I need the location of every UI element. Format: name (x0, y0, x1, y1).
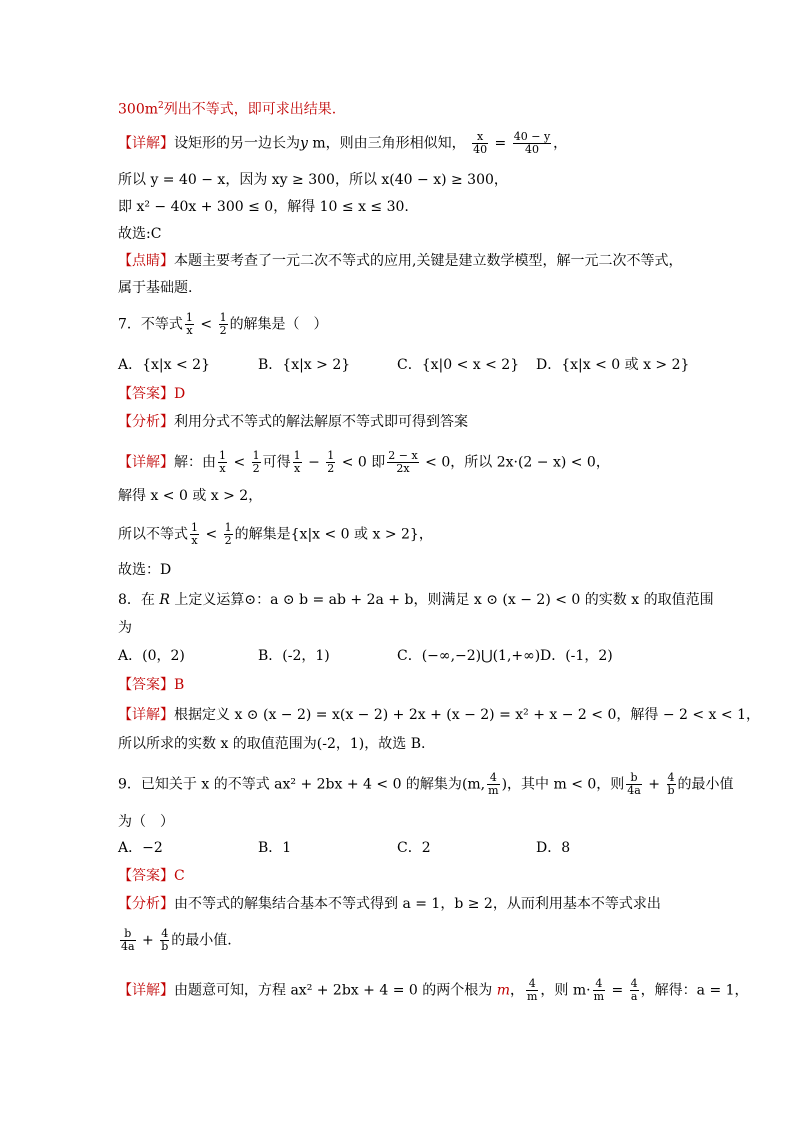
text: m，则由三角形相似知， (307, 135, 466, 152)
denominator: x (191, 534, 198, 547)
text: 利用分式不等式的解法解原不等式即可得到答案 (174, 414, 468, 430)
fraction (326, 450, 335, 475)
answer-value: B (174, 677, 185, 693)
fraction (160, 928, 169, 953)
text: 设矩形的另一边长为 (174, 135, 300, 152)
option-c: C．(−∞,−2)⋃(1,+∞) (397, 648, 541, 664)
analysis-tag: 【分析】 (118, 896, 174, 912)
fraction (190, 522, 199, 547)
denominator: 2x (396, 462, 410, 475)
denominator: m (593, 990, 605, 1003)
text: 9．已知关于 x 的不等式 ax² + 2bx + 4 < 0 的解集为 (118, 776, 462, 793)
text: = (607, 982, 628, 999)
numerator: 4 (487, 772, 499, 785)
fraction (667, 772, 676, 797)
detail-tag: 【详解】 (118, 454, 174, 471)
comment-tag: 【点睛】 (118, 253, 174, 269)
question-9 (118, 772, 734, 797)
answer-8 (118, 675, 184, 695)
question-7 (118, 312, 328, 337)
option-b: B．{x|x > 2} (258, 357, 351, 373)
answer-9 (118, 866, 185, 886)
line-4: 故选:C (118, 226, 162, 242)
answer-tag: 【答案】 (118, 386, 174, 402)
text: 8．在 (118, 592, 160, 608)
superscript: 2 (158, 101, 164, 111)
question-8-line-2: 为 (118, 620, 132, 636)
text: + (137, 932, 159, 949)
numerator: b (120, 928, 136, 941)
text: ) (501, 776, 508, 793)
analysis-7 (118, 412, 468, 432)
detail-8 (118, 705, 760, 725)
fraction (626, 772, 642, 797)
denominator: 2 (327, 462, 335, 475)
detail-7-line-3 (118, 522, 433, 547)
detail-tag: 【详解】 (118, 982, 174, 999)
text: 由不等式的解集结合基本不等式得到 a = 1，b ≥ 2，从而利用基本不等式求出 (174, 896, 661, 912)
text: − (303, 454, 325, 471)
text: < 0 即 (337, 454, 386, 471)
fraction (593, 978, 605, 1003)
fraction (630, 978, 639, 1003)
analysis-tag: 【分析】 (118, 414, 174, 430)
denominator: x (219, 462, 226, 475)
var: m (496, 982, 510, 999)
line-3: 即 x² − 40x + 300 ≤ 0，解得 10 ≤ x ≤ 30. (118, 199, 409, 215)
text: < (201, 526, 222, 543)
numerator: 4 (667, 771, 675, 784)
denominator: a (630, 990, 638, 1003)
option-c: C．{x|0 < x < 2} (397, 357, 520, 373)
fraction (219, 312, 228, 337)
option-d: D．(-1，2) (540, 648, 613, 664)
text: 所以不等式 (118, 526, 188, 543)
numerator: 1 (185, 311, 193, 324)
numerator: 1 (252, 449, 260, 462)
fraction (293, 450, 302, 475)
text: 的最小值 (677, 776, 734, 793)
line-detail-6 (118, 131, 567, 156)
detail-7-line-2: 解得 x < 0 或 x > 2， (118, 488, 263, 504)
numerator: 40 − y (513, 130, 551, 143)
denominator: b (161, 940, 169, 953)
question-8 (118, 590, 714, 610)
text: 上定义运算⊙： (169, 592, 271, 608)
text: < 0，所以 2x·(2 − x) < 0， (420, 454, 610, 471)
text: = (490, 135, 511, 152)
numerator: 1 (293, 449, 301, 462)
text: 的解集是{x|x < 0 或 x > 2}， (234, 526, 433, 543)
fraction (387, 450, 418, 475)
answer-value: D (174, 386, 186, 402)
denominator: 2 (252, 462, 260, 475)
answer-7 (118, 384, 185, 404)
denominator: 4a (627, 784, 641, 797)
text: ， (553, 135, 568, 152)
detail-9 (118, 978, 749, 1003)
numerator: x (472, 131, 488, 144)
text: ，其中 m < 0，则 (507, 776, 625, 793)
text: ， (509, 982, 524, 999)
text: 本题主要考查了一元二次不等式的应用,关键是建立数学模型，解一元二次不等式， (174, 253, 683, 269)
line-2: 所以 y = 40 − x，因为 xy ≥ 300，所以 x(40 − x) ≥ 300， (118, 172, 508, 188)
text: 7．不等式 (118, 316, 183, 333)
text: + (643, 776, 665, 793)
text: 的最小值. (171, 932, 232, 949)
denominator: 2 (224, 534, 232, 547)
text: ，解得：a = 1， (640, 982, 749, 999)
fraction (526, 978, 538, 1003)
option-b: B．1 (258, 840, 292, 856)
option-d: D．8 (536, 840, 571, 856)
text: < (229, 454, 250, 471)
numerator: 1 (219, 311, 227, 324)
denominator: m (488, 784, 499, 797)
fraction (185, 312, 194, 337)
denominator: x (294, 462, 301, 475)
numerator: 4 (593, 978, 605, 991)
question-9-line-2: 为（ ） (118, 814, 174, 830)
numerator: 1 (327, 449, 335, 462)
answer-value: C (174, 868, 185, 884)
numerator: 2 − x (388, 449, 418, 462)
fraction (487, 772, 499, 797)
option-a: A．−2 (118, 840, 163, 856)
line-0 (118, 96, 336, 120)
text: (m, (461, 776, 486, 793)
text: 的解集是（ ） (229, 316, 328, 333)
fraction (224, 522, 233, 547)
denominator: 2 (219, 324, 227, 337)
numerator: 4 (526, 978, 538, 991)
text: 由题意可知，方程 ax² + 2bx + 4 = 0 的两个根为 (174, 982, 497, 999)
text: 列出不等式，即可求出结果. (163, 101, 337, 118)
denominator: 40 (524, 143, 539, 156)
detail-7-line-4 (118, 560, 171, 580)
text: a ⊙ b = ab + 2a + b，则满足 x ⊙ (x − 2) < 0 的实数 x 的取值范围 (270, 592, 714, 608)
fraction (218, 450, 227, 475)
denominator: 40 (473, 143, 488, 156)
detail-tag: 【详解】 (118, 135, 174, 152)
denominator: b (667, 784, 675, 797)
denominator: 4a (121, 940, 135, 953)
fraction (120, 928, 136, 953)
answer-tag: 【答案】 (118, 677, 174, 693)
line-5 (118, 251, 682, 271)
option-a: A．{x|x < 2} (118, 357, 210, 373)
numerator: 1 (224, 521, 232, 534)
text: 300m (118, 101, 158, 118)
text: 根据定义 x ⊙ (x − 2) = x(x − 2) + 2x + (x − 2) = x² + x − 2 < 0，解得 − 2 < x < 1， (174, 707, 760, 723)
var: R (159, 592, 170, 608)
text: < (195, 316, 217, 333)
fraction (472, 131, 488, 156)
analysis-9-line-2 (118, 928, 232, 953)
detail-7 (118, 450, 610, 475)
denominator: m (526, 990, 538, 1003)
answer-tag: 【答案】 (118, 868, 174, 884)
option-c: C．2 (397, 840, 431, 856)
detail-8-line-2: 所以所求的实数 x 的取值范围为(-2，1)，故选 B. (118, 736, 426, 752)
fraction (252, 450, 261, 475)
numerator: 4 (630, 977, 638, 990)
text: ，则 m· (540, 982, 591, 999)
denominator: x (186, 324, 193, 337)
numerator: 4 (161, 927, 169, 940)
fraction (513, 131, 551, 156)
option-b: B．(-2，1) (258, 648, 330, 664)
numerator: 1 (219, 449, 226, 462)
option-d: D．{x|x < 0 或 x > 2} (536, 357, 690, 373)
numerator: 1 (191, 521, 198, 534)
line-6: 属于基础题. (118, 280, 193, 296)
option-a: A．(0，2) (118, 648, 185, 664)
text: 故选：D (118, 562, 172, 578)
text: 解：由 (174, 454, 216, 471)
numerator: b (626, 772, 642, 785)
text: 可得 (262, 454, 291, 471)
analysis-9 (118, 894, 661, 914)
var: y (300, 135, 308, 152)
detail-tag: 【详解】 (118, 707, 174, 723)
